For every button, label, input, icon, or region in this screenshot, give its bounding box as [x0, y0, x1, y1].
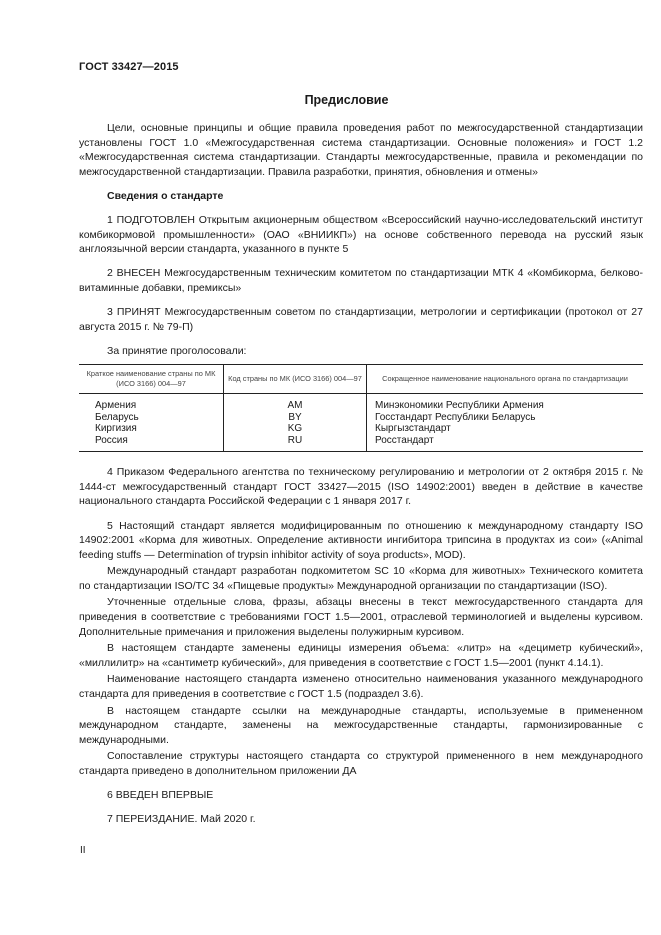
document-body [79, 121, 643, 827]
intro-paragraph: Цели, основные принципы и общие правила проведения работ по межгосударственной стандартизации установлены ГОСТ 1.0 «Межгосударственная система стандартизации. Основные положения» и ГОСТ 1.2 «Межгосударственная система стандартизации. Стандарты межгосударственные, правила и рекомендации по межгосударственной стандартизации. Правила разработки, принятия, обновления и отмены» [79, 122, 643, 178]
section-subheading: Сведения о стандарте [107, 189, 224, 202]
standard-code-header: ГОСТ 33427—2015 [79, 61, 179, 73]
page-title: Предисловие [304, 93, 389, 107]
item-3-adopted: 3 ПРИНЯТ Межгосударственным советом по стандартизации, метрологии и сертификации (протокол от 27 августа 2015 г. № 79-П) [79, 305, 643, 333]
country-name: Киргизия [95, 423, 137, 435]
item-6-first-introduced: 6 ВВЕДЕН ВПЕРВЫЕ [107, 789, 214, 802]
item-7-reissue: 7 ПЕРЕИЗДАНИЕ. Май 2020 г. [107, 813, 256, 826]
item-1-prepared: 1 ПОДГОТОВЛЕН Открытым акционерным обществом «Всероссийский научно-исследовательский институт комбикормовой промышленности» (ОАО «ВНИИКП») на основе собственного перевода на русский язык англоязычной версии стандарта, указанного в пункте 5 [79, 213, 643, 256]
item-5-structure: Сопоставление структуры настоящего стандарта со структурой примененного в нем международного стандарта приведено в дополнительном приложении ДА [79, 750, 643, 777]
item-5-references: В настоящем стандарте ссылки на международные стандарты, используемые в примененном международном стандарте, заменены на межгосударственные стандарты, гармонизированные с международными. [79, 704, 643, 746]
voting-table [79, 364, 643, 452]
country-code: AM [224, 394, 367, 412]
column-header-organization: Сокращенное наименование национального органа по стандартизации [367, 365, 644, 394]
standards-body: Кыргызстандарт [367, 423, 644, 435]
standards-body: Росстандарт [367, 435, 644, 452]
country-name: Беларусь [95, 411, 139, 423]
country-name: Армения [95, 400, 137, 412]
item-5-developer: Международный стандарт разработан подкомитетом SC 10 «Корма для животных» Технического комитета по стандартизации ISO/TC 34 «Пищевые продукты» Международной организации по стандартизации (ISO). [79, 565, 643, 592]
item-4-order: 4 Приказом Федерального агентства по техническому регулированию и метрологии от 2 октября 2015 г. № 1444-ст межгосударственный стандарт ГОСТ 33427—2015 (ISO 14902:2001) введен в действие в качестве национального стандарта Российской Федерации с 1 января 2017 г. [79, 466, 643, 508]
country-name: Россия [95, 434, 128, 446]
standards-body: Госстандарт Республики Беларусь [367, 412, 644, 424]
column-header-code: Код страны по МК (ИСО 3166) 004—97 [224, 365, 367, 394]
item-5-clarifications: Уточненные отдельные слова, фразы, абзацы внесены в текст межгосударственного стандарта для приведения в соответствие с требованиями ГОСТ 1.5—2001, отраслевой терминологией и выделены курсивом. Дополнительные примечания и приложения выделены полужирным курсивом. [79, 596, 643, 638]
country-code: KG [224, 423, 367, 435]
item-5-units: В настоящем стандарте заменены единицы измерения объема: «литр» на «дециметр кубический», «миллилитр» на «сантиметр кубический», для приведения в соответствие с ГОСТ 1.5—2001 (пункт 4.14.1). [79, 642, 643, 669]
table-row [79, 423, 643, 435]
standards-body: Минэкономики Республики Армения [367, 394, 644, 412]
item-5-name-change: Наименование настоящего стандарта изменено относительно наименования указанного международного стандарта для приведения в соответствие с ГОСТ 1.5 (подраздел 3.6). [79, 673, 643, 701]
item-5-modified: 5 Настоящий стандарт является модифицированным по отношению к международному стандарту ISO 14902:2001 «Корма для животных. Определение активности ингибитора трипсина в продуктах из сои» («Animal feeding stuffs — Determination of trypsin inhibitor activity of soya products», MOD). [79, 519, 643, 561]
vote-intro: За принятие проголосовали: [107, 344, 247, 357]
table-row [79, 435, 643, 452]
page-number: II [80, 845, 86, 856]
table-row [79, 394, 643, 412]
column-header-country: Краткое наименование страны по МК (ИСО 3166) 004—97 [79, 365, 224, 394]
country-code: BY [224, 412, 367, 424]
table-row [79, 412, 643, 424]
item-2-submitted: 2 ВНЕСЕН Межгосударственным техническим комитетом по стандартизации МТК 4 «Комбикорма, белково-витаминные добавки, премиксы» [79, 267, 643, 294]
table-header-row [79, 365, 643, 394]
country-code: RU [224, 435, 367, 452]
